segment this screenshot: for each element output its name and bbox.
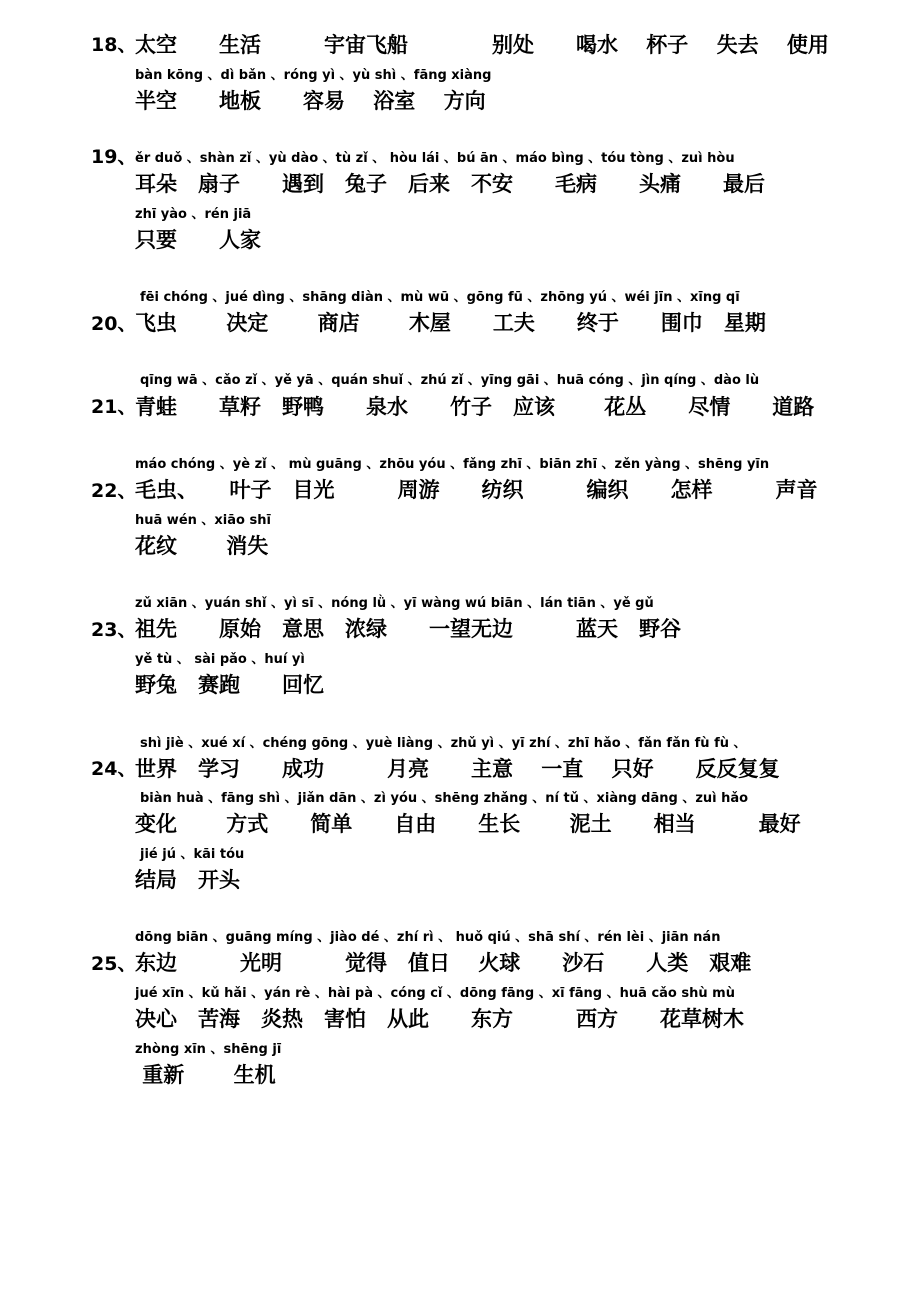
hanzi-line: 青蛙 草籽 野鸭 泉水 竹子 应该 花丛 尽情 道路 [135, 395, 815, 419]
hanzi-line: 野兔 赛跑 回忆 [135, 673, 324, 697]
section-number: 22、 [91, 480, 137, 502]
pinyin-line: máo chóng 、yè zǐ 、 mù guāng 、zhōu yóu 、fǎng zhī 、biān zhī 、zěn yàng 、shēng yīn [135, 457, 770, 472]
pinyin-line: qīng wā 、cǎo zǐ 、yě yā 、quán shuǐ 、zhú zǐ 、yīng gāi 、huā cóng 、jìn qíng 、dào lù [140, 373, 760, 388]
section-number: 18、 [91, 34, 137, 56]
hanzi-line: 毛虫、 叶子 目光 周游 纺织 编织 怎样 声音 [135, 478, 818, 502]
pinyin-line: fēi chóng 、jué dìng 、shāng diàn 、mù wū 、gōng fū 、zhōng yú 、wéi jīn 、xīng qī [140, 290, 740, 305]
section-number: 20、 [91, 313, 137, 335]
pinyin-line: yě tù 、 sài pǎo 、huí yì [135, 652, 305, 667]
pinyin-line: jué xīn 、kǔ hǎi 、yán rè 、hài pà 、cóng cǐ 、dōng fāng 、xī fāng 、huā cǎo shù mù [135, 986, 735, 1001]
hanzi-line: 祖先 原始 意思 浓绿 一望无边 蓝天 野谷 [135, 617, 681, 641]
section-number: 24、 [91, 758, 137, 780]
hanzi-line: 变化 方式 简单 自由 生长 泥土 相当 最好 [135, 812, 801, 836]
hanzi-line: 只要 人家 [135, 228, 261, 252]
hanzi-line: 东边 光明 觉得 值日 火球 沙石 人类 艰难 [135, 951, 752, 975]
hanzi-line: 飞虫 决定 商店 木屋 工夫 终于 围巾 星期 [135, 311, 766, 335]
hanzi-line: 耳朵 扇子 遇到 兔子 后来 不安 毛病 头痛 最后 [135, 172, 765, 196]
hanzi-line: 花纹 消失 [135, 534, 269, 558]
pinyin-line: zhī yào 、rén jiā [135, 207, 252, 222]
section-number: 19、 [91, 146, 137, 168]
hanzi-line: 世界 学习 成功 月亮 主意 一直 只好 反反复复 [135, 757, 780, 781]
pinyin-line: zǔ xiān 、yuán shǐ 、yì sī 、nóng lǜ 、yī wàng wú biān 、lán tiān 、yě gǔ [135, 596, 654, 611]
hanzi-line: 重新 生机 [135, 1063, 276, 1087]
pinyin-line: zhòng xīn 、shēng jī [135, 1042, 282, 1057]
pinyin-line: huā wén 、xiāo shī [135, 513, 271, 528]
section-number: 21、 [91, 396, 137, 418]
hanzi-line: 决心 苦海 炎热 害怕 从此 东方 西方 花草树木 [135, 1007, 744, 1031]
section-number: 25、 [91, 953, 137, 975]
hanzi-line: 太空 生活 宇宙飞船 别处 喝水 杯子 失去 使用 [135, 33, 829, 57]
pinyin-line: biàn huà 、fāng shì 、jiǎn dān 、zì yóu 、shēng zhǎng 、ní tǔ 、xiàng dāng 、zuì hǎo [140, 791, 749, 806]
pinyin-line: dōng biān 、guāng míng 、jiào dé 、zhí rì 、 huǒ qiú 、shā shí 、rén lèi 、jiān nán [135, 930, 721, 945]
pinyin-line: shì jiè 、xué xí 、chéng gōng 、yuè liàng 、zhǔ yì 、yī zhí 、zhī hǎo 、fǎn fǎn fù fù 、 [140, 736, 747, 751]
section-number: 23、 [91, 619, 137, 641]
hanzi-line: 结局 开头 [135, 868, 240, 892]
hanzi-line: 半空 地板 容易 浴室 方向 [135, 89, 486, 113]
pinyin-line: jié jú 、kāi tóu [140, 847, 245, 862]
pinyin-line: bàn kōng 、dì bǎn 、róng yì 、yù shì 、fāng xiàng [135, 68, 492, 83]
pinyin-line: ěr duǒ 、shàn zǐ 、yù dào 、tù zǐ 、 hòu lái 、bú ān 、máo bìng 、tóu tòng 、zuì hòu [135, 151, 735, 166]
